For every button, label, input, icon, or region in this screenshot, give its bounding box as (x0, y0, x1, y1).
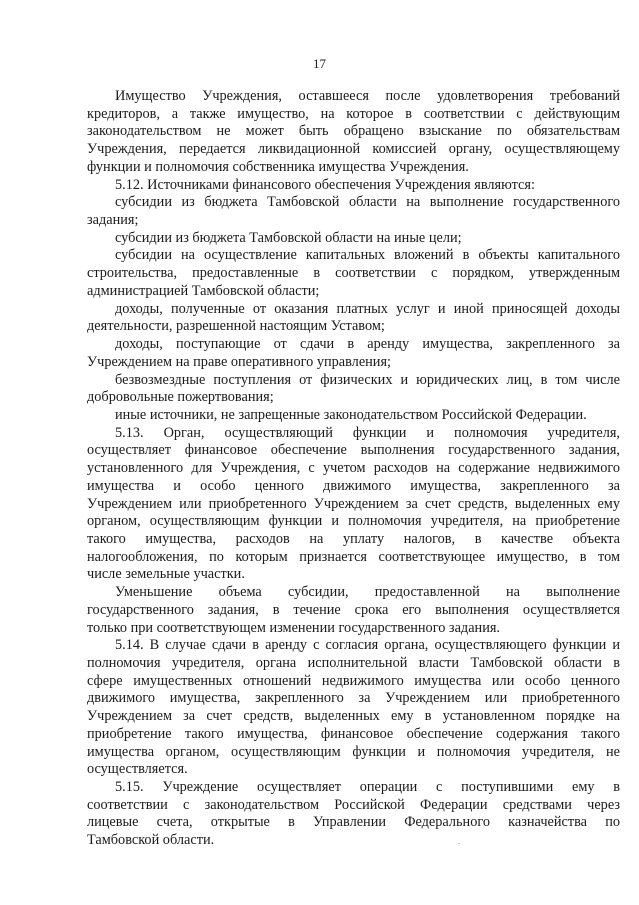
text-line: имущества и особо ценного движимого имущества, закрепленного за (87, 477, 620, 494)
text-line: имущества органом, осуществляющим функции и полномочия учредителя, не (87, 743, 620, 760)
text-line: Учреждения, передается ликвидационной комиссией органу, осуществляющему (87, 141, 620, 158)
text-line: приобретение такого имущества, финансовое обеспечение содержания такого (87, 725, 620, 742)
text-line: 5.12. Источниками финансового обеспечения Учреждения являются: (115, 176, 535, 193)
text-line: доходы, полученные от оказания платных услуг и иной приносящей доходы (115, 300, 620, 317)
text-line: Тамбовской области. (87, 832, 215, 849)
text-line: сфере имущественных отношений недвижимого имущества или особо ценного (87, 672, 620, 689)
text-line: субсидии из бюджета Тамбовской области на иные цели; (115, 229, 462, 246)
page-number: 17 (313, 56, 326, 71)
text-line: иные источники, не запрещенные законодательством Российской Федерации. (115, 406, 587, 423)
text-line: функции и полномочия собственника имущества Учреждения. (87, 158, 469, 175)
text-line: 5.13. Орган, осуществляющий функции и полномочия учредителя, (115, 424, 620, 441)
text-line: субсидии на осуществление капитальных вложений в объекты капитального (115, 247, 620, 264)
text-line: только при соответствующем изменении государственного задания. (87, 619, 500, 636)
text-line: 5.15. Учреждение осуществляет операции с поступившими ему в (115, 779, 620, 796)
text-line: законодательством не может быть обращено взыскание по обязательствам (87, 123, 620, 140)
text-line: движимого имущества, закрепленного за Учреждением или приобретенного (87, 690, 620, 707)
text-line: полномочия учредителя, органа исполнительной власти Тамбовской области в (87, 655, 620, 671)
text-line: Учреждением за счет средств, выделенных ему в установленном порядке на (87, 708, 620, 725)
text-line: Учреждением на праве оперативного управления; (87, 353, 392, 370)
text-line: Имущество Учреждения, оставшееся после удовлетворения требований (115, 88, 620, 104)
text-line: Учреждением или приобретенного Учреждением за счет средств, выделенных ему (87, 495, 620, 512)
document-body (87, 88, 620, 850)
text-line: кредиторов, а также имущество, на которое в соответствии с действующим (87, 105, 620, 122)
text-line: субсидии из бюджета Тамбовской области на выполнение государственного (115, 194, 620, 211)
text-line: 5.14. В случае сдачи в аренду с согласия органа, осуществляющего функции и (115, 637, 620, 654)
scan-speck (458, 843, 460, 844)
text-line: налогообложения, по которым признается соответствующее имущество, в том (87, 548, 620, 565)
text-line: задания; (87, 212, 139, 229)
text-line: доходы, поступающие от сдачи в аренду имущества, закрепленного за (115, 336, 620, 353)
text-line: органом, осуществляющим функции и полномочия учредителя, на приобретение (87, 513, 620, 530)
text-line: строительства, предоставленные в соответствии с порядком, утвержденным (87, 265, 620, 282)
text-line: администрацией Тамбовской области; (87, 282, 320, 299)
text-line: государственного задания, в течение срока его выполнения осуществляется (87, 601, 620, 618)
text-line: добровольные пожертвования; (87, 389, 274, 406)
text-line: соответствии с законодательством Российской Федерации средствами через (87, 796, 620, 813)
text-line: Уменьшение объема субсидии, предоставленной на выполнение (115, 584, 620, 601)
text-line: осуществляет финансовое обеспечение выполнения государственного задания, (87, 442, 620, 459)
text-line: лицевые счета, открытые в Управлении Федерального казначейства по (87, 814, 620, 831)
text-line: установленного для Учреждения, с учетом расходов на содержание недвижимого (87, 460, 620, 477)
text-line: числе земельные участки. (87, 566, 245, 583)
text-line: такого имущества, расходов на уплату налогов, в качестве объекта (87, 530, 620, 547)
text-line: осуществляется. (87, 761, 188, 778)
text-line: безвозмездные поступления от физических и юридических лиц, в том числе (115, 371, 620, 388)
text-line: деятельности, разрешенной настоящим Уставом; (87, 318, 385, 335)
